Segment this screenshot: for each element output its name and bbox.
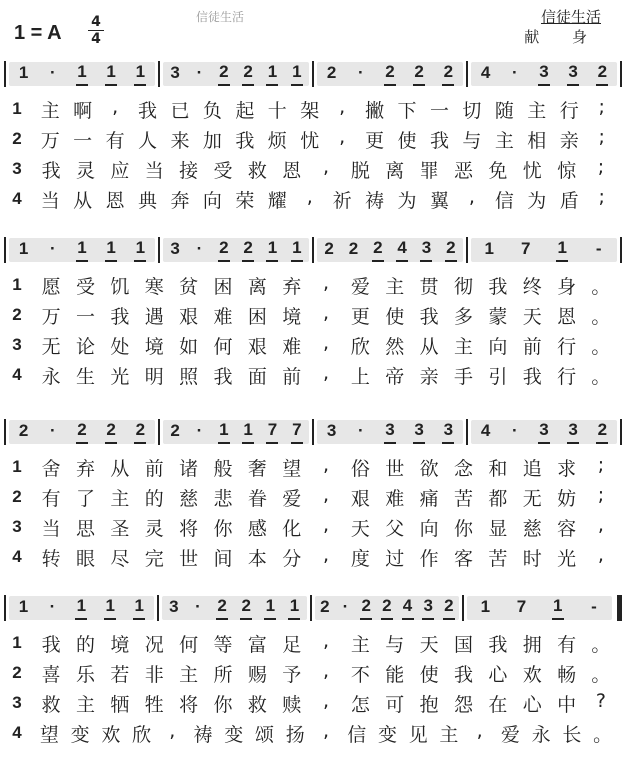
lyric-text: 万 一 我 遇 艰 难 困 境 , 更 使 我 多 蒙 天 恩 。 [41,301,611,328]
note: 2 [326,63,337,82]
lyric-line [6,330,618,360]
note: 2 [320,597,330,616]
note: 2 [413,62,425,86]
verse-number: 4 [12,189,22,208]
note: 2 [384,62,396,86]
lyric-text: 无 论 处 境 如 何 艰 难 , 欣 然 从 主 向 前 行 。 [41,331,611,358]
verse-number: 3 [12,159,22,178]
barline [4,61,6,87]
dot-mark: · [342,597,349,616]
note: 1 [75,596,87,620]
lyric-text: 舍 弃 从 前 诸 般 奢 望 , 俗 世 欲 念 和 追 求 ; [41,453,605,480]
dot-mark: · [196,421,203,440]
lyric-text: 我 灵 应 当 接 受 救 恩 , 脱 离 罪 恶 免 忧 惊 ; [41,155,605,182]
note: 2 [216,596,228,620]
verse-number: 2 [12,663,22,682]
barline [158,61,160,87]
lyric-line [6,300,618,330]
verse-number: 4 [12,723,22,742]
note: 3 [420,238,432,262]
note: 3 [538,420,550,444]
lyric-text: 愿 受 饥 寒 贫 困 离 弃 , 爱 主 贯 彻 我 终 身 。 [41,271,611,298]
lyric-line [6,154,618,184]
barline [158,419,160,445]
note: 7 [516,597,527,616]
note: 4 [402,596,414,620]
dot-mark: · [49,239,56,258]
notation-row [4,594,622,622]
barline [4,237,6,263]
dot-mark: · [195,597,201,616]
barline [4,595,6,621]
lyric-text: 转 眼 尽 完 世 间 本 分 , 度 过 作 客 苦 时 光 , [41,543,604,570]
barline [312,61,314,87]
verse-number: 2 [12,305,22,324]
note: 7 [266,420,278,444]
barline [4,419,6,445]
note: 1 [133,596,145,620]
time-signature-bottom: 4 [91,31,101,47]
lyric-line [6,360,618,390]
lyric-line [6,124,618,154]
note: 1 [291,62,303,86]
barline [312,419,314,445]
lyric-text: 救 主 牺 牲 将 你 救 赎 , 怎 可 抱 怨 在 心 中 ? [41,689,606,716]
lyric-text: 有 了 主 的 慈 悲 眷 爱 , 艰 难 痛 苦 都 无 妨 ; [41,483,605,510]
measure [163,62,309,86]
lyric-line [6,542,618,572]
note: 3 [567,62,579,86]
notation-row [4,60,622,88]
barline [466,61,468,87]
lyric-text: 望 变 欢 欣 , 祷 变 颂 扬 , 信 变 见 主 , 爱 永 长 。 [39,719,613,746]
barline [462,595,464,621]
note: 1 [134,62,146,86]
note: 2 [76,420,88,444]
time-signature-top: 4 [91,14,101,30]
note: 3 [413,420,425,444]
note: 2 [443,596,455,620]
measure [471,238,617,262]
barline [620,419,622,445]
note: 7 [521,239,531,258]
note: 2 [170,421,180,440]
dot-mark: · [49,597,56,616]
lyric-line [6,718,618,748]
measure [471,62,617,86]
note: - [595,239,602,258]
dot-mark: · [357,421,364,440]
lyric-text: 永 生 光 明 照 我 面 前 , 上 帝 亲 手 引 我 行 。 [41,361,611,388]
barline [158,237,160,263]
lyric-text: 当 思 圣 灵 将 你 感 化 , 天 父 向 你 显 慈 容 , [41,513,604,540]
lyric-line [6,452,618,482]
measure [317,62,463,86]
note: 2 [242,238,254,262]
note: 3 [170,239,180,258]
verse-number: 3 [12,517,22,536]
note: 1 [18,63,29,82]
note: 2 [105,420,117,444]
dot-mark: · [196,239,203,258]
measure [315,596,460,620]
note: 4 [480,421,491,440]
note: 3 [538,62,550,86]
lyric-text: 万 一 有 人 来 加 我 烦 忧 , 更 使 我 与 主 相 亲 ; [40,125,605,152]
verse-number: 1 [12,275,22,294]
lyric-line [6,658,618,688]
lyric-line [6,628,618,658]
note: 2 [348,239,359,258]
note: 2 [18,421,29,440]
lyric-text: 当 从 恩 典 奔 向 荣 耀 , 祈 祷 为 翼 , 信 为 盾 ; [40,185,605,212]
final-barline [617,595,622,621]
notation-row [4,236,622,264]
note: 7 [291,420,303,444]
note: - [591,597,597,616]
barline [620,61,622,87]
verse-number: 3 [12,335,22,354]
note: 1 [18,239,29,258]
note: 2 [134,420,146,444]
measure [9,62,155,86]
notation-row [4,418,622,446]
note: 1 [266,62,278,86]
source-label: 信徒生活 [540,8,601,26]
note: 4 [396,238,408,262]
note: 3 [170,63,180,82]
note: 1 [552,596,564,620]
note: 2 [372,238,384,262]
note: 2 [218,62,230,86]
dot-mark: · [49,63,56,82]
note: 2 [596,62,608,86]
measure [163,238,309,262]
lyric-line [6,184,618,214]
dot-mark: · [511,421,518,440]
note: 2 [242,62,254,86]
dot-mark: · [511,63,518,82]
verse-number: 2 [12,129,22,148]
note: 1 [134,238,146,262]
note: 1 [218,420,230,444]
note: 3 [384,420,396,444]
verse-number: 4 [12,547,22,566]
note: 2 [442,62,454,86]
measure [163,420,309,444]
note: 1 [266,238,278,262]
measure [317,420,463,444]
measure [467,596,612,620]
measure [317,238,463,262]
verse-number: 2 [12,487,22,506]
note: 1 [484,239,494,258]
note: 1 [104,596,116,620]
measure [162,596,307,620]
barline [466,419,468,445]
verse-number: 3 [12,693,22,712]
note: 1 [264,596,276,620]
note: 1 [291,238,303,262]
lyric-line [6,512,618,542]
faint-heading: 信徒生活 [196,10,245,24]
note: 3 [442,420,454,444]
verse-number: 4 [12,365,22,384]
lyric-text: 主 啊 , 我 已 负 起 十 架 , 撇 下 一 切 随 主 行 ; [40,95,605,122]
note: 1 [242,420,254,444]
lyric-line [6,94,618,124]
time-signature [88,14,104,47]
note: 1 [556,238,568,262]
note: 1 [288,596,300,620]
key-signature: 1 = A [14,22,62,44]
lyric-line [6,688,618,718]
note: 3 [422,596,434,620]
dot-mark: · [357,63,364,82]
lyric-text: 喜 乐 若 非 主 所 赐 予 , 不 能 使 我 心 欢 畅 。 [41,659,611,686]
note: 2 [360,596,372,620]
measure [9,420,155,444]
dot-mark: · [49,421,56,440]
note: 3 [567,420,579,444]
verse-number: 1 [12,633,22,652]
lyric-line [6,482,618,512]
note: 4 [480,63,491,82]
note: 2 [324,239,334,258]
note: 2 [218,238,230,262]
note: 1 [76,62,88,86]
lyric-text: 我 的 境 况 何 等 富 足 , 主 与 天 国 我 拥 有 。 [41,629,611,656]
measure [471,420,617,444]
note: 3 [169,597,179,616]
dot-mark: · [196,63,203,82]
note: 1 [105,238,117,262]
note: 2 [596,420,608,444]
barline [312,237,314,263]
note: 2 [240,596,252,620]
barline [157,595,159,621]
note: 2 [381,596,393,620]
note: 2 [445,238,457,262]
note: 1 [480,597,491,616]
verse-number: 1 [12,457,22,476]
verse-number: 1 [12,99,22,118]
measure [9,238,155,262]
note: 1 [18,597,29,616]
measure [9,596,154,620]
note: 3 [326,421,337,440]
note: 1 [76,238,88,262]
lyric-line [6,270,618,300]
barline [466,237,468,263]
note: 1 [105,62,117,86]
barline [620,237,622,263]
hymn-title: 献 身 [524,28,601,46]
barline [310,595,312,621]
